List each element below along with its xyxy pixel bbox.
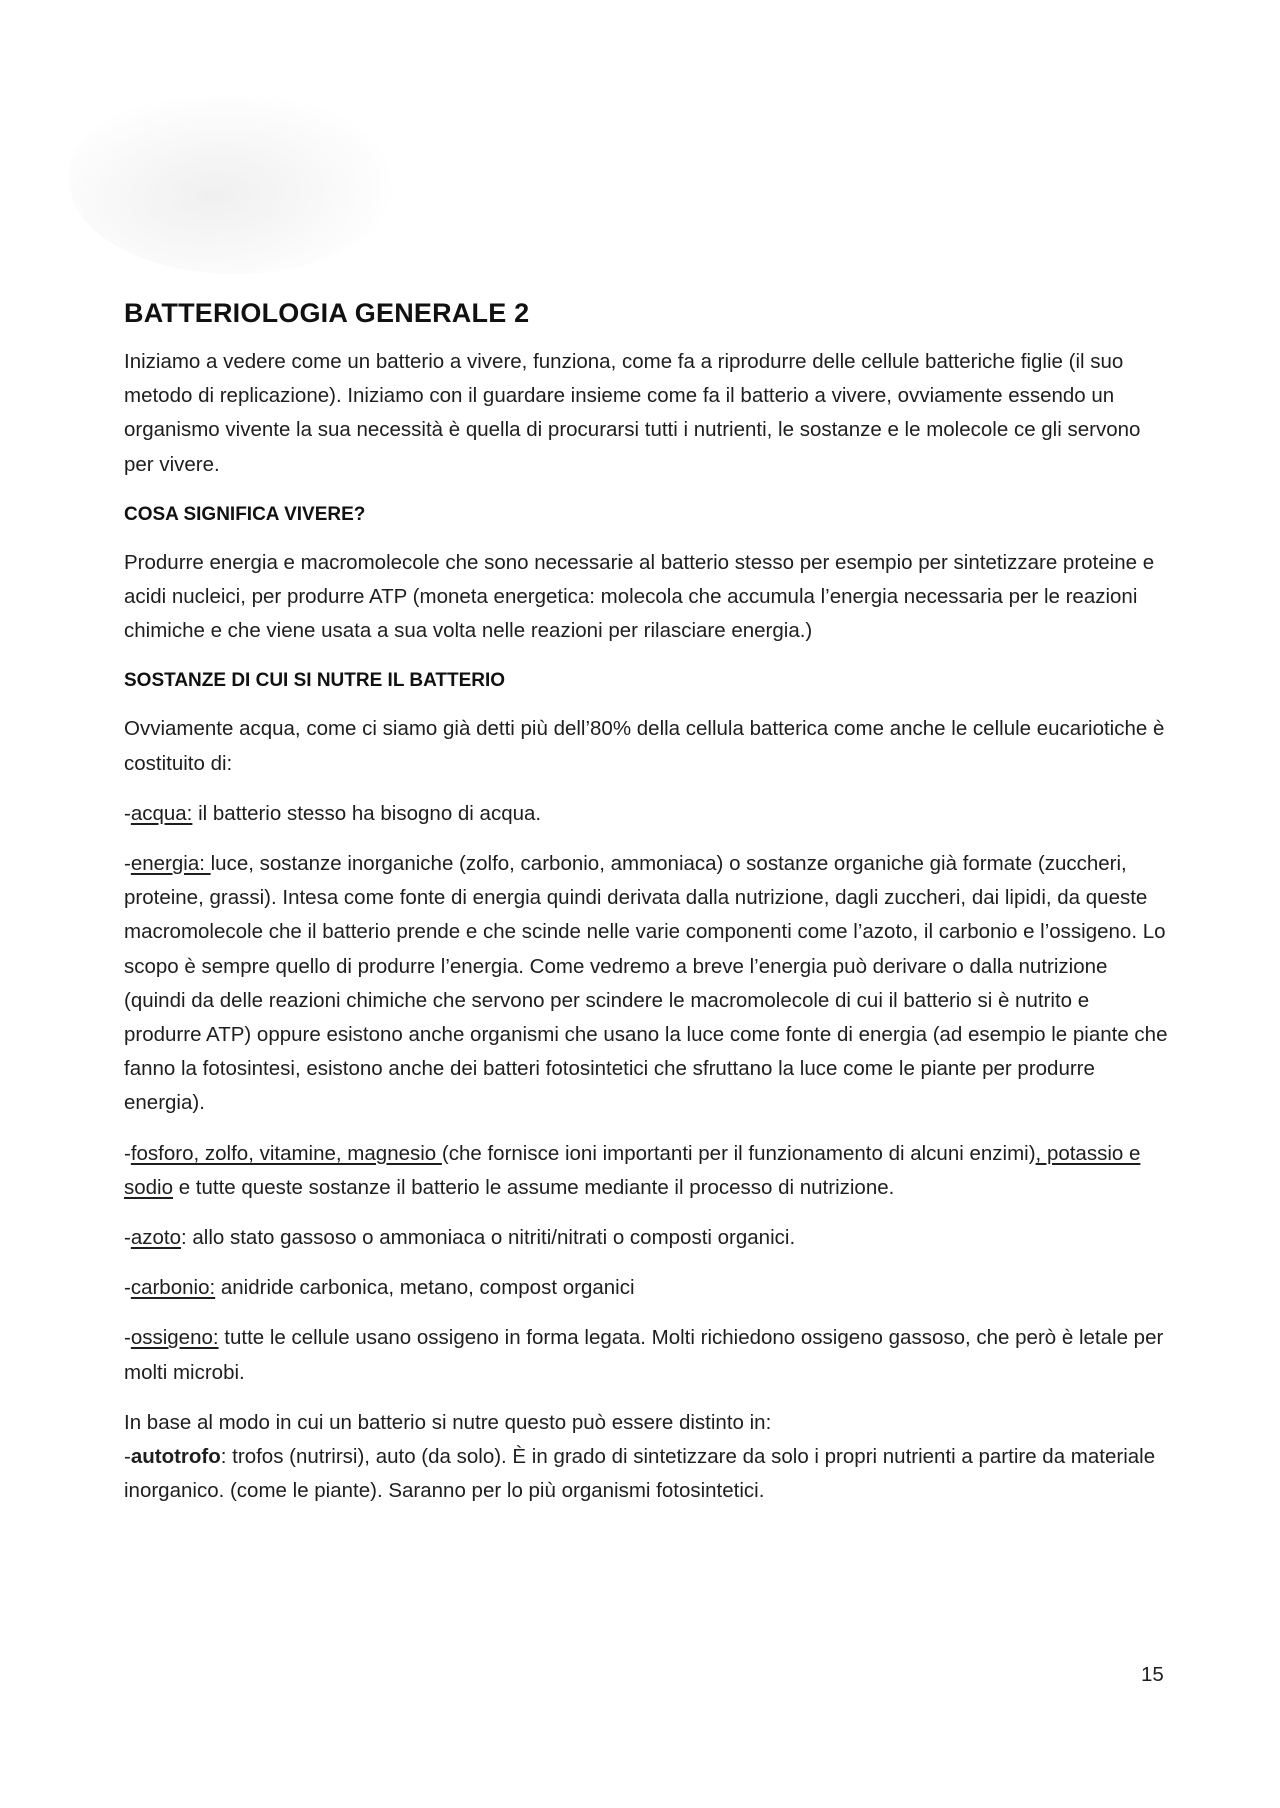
modo-paragraph: In base al modo in cui un batterio si nutre questo può essere distinto in: <box>124 1410 772 1434</box>
item-dash: - <box>124 1226 131 1250</box>
item-dash: - <box>124 1276 131 1300</box>
section-heading-sostanze: SOSTANZE DI CUI SI NUTRE IL BATTERIO <box>124 670 506 692</box>
vivere-paragraph: Produrre energia e macromolecole che sono necessarie al batterio stesso per esempio per sintetizzare proteine e acidi nucleici, per produrre ATP (moneta energetica: molecola che accumula l’energia necessaria per le reazioni chimiche e che viene usata a sua volta nelle reazioni per rilasciare energia.) <box>124 550 1155 643</box>
term-ossigeno: ossigeno: <box>130 1326 219 1350</box>
term-fosforo: fosforo, zolfo, vitamine, magnesio <box>130 1141 442 1165</box>
term-potassio-sodio: , potassio e sodio <box>124 1141 1141 1199</box>
item-acqua <box>124 797 1170 831</box>
text-azoto: : allo stato gassoso o ammoniaca o nitriti/nitrati o composti organici. <box>180 1226 796 1250</box>
text-autotrofo: : trofos (nutrirsi), auto (da solo). È in grado di sintetizzare da solo i propri nutrienti a partire da materiale inorganico. (come le piante). Saranno per lo più organismi fotosintetici. <box>124 1445 1156 1503</box>
item-dash: - <box>124 1326 131 1350</box>
item-dash: - <box>124 852 131 876</box>
document-title: BATTERIOLOGIA GENERALE 2 <box>124 298 530 328</box>
text-fosforo-1: (che fornisce ioni importanti per il funzionamento di alcuni enzimi) <box>441 1141 1036 1165</box>
item-carbonio <box>124 1271 1170 1305</box>
scan-smudge <box>64 84 396 286</box>
item-energia <box>124 847 1170 1121</box>
text-carbonio: anidride carbonica, metano, compost organici <box>215 1276 635 1300</box>
term-autotrofo: autotrofo <box>130 1445 221 1469</box>
text-energia: luce, sostanze inorganiche (zolfo, carbonio, ammoniaca) o sostanze organiche già formate (zuccheri, proteine, grassi). Intesa come fonte di energia quindi derivata dalla nutrizione, dagli zuccheri, dai lipidi, da queste macromolecole che il batterio prende e che scinde nelle varie componenti come l’azoto, il carbonio e l’ossigeno. Lo scopo è sempre quello di produrre l’energia. Come vedremo a breve l’energia può derivare o dalla nutrizione (quindi da delle reazioni chimiche che servono per scindere le macromolecole di cui il batterio si è nutrito e produrre ATP) oppure esistono anche organismi che usano la luce come fonte di energia (ad esempio le piante che fanno la fotosintesi, esistono anche dei batteri fotosintetici che sfruttano la luce come le piante per produrre energia). <box>124 852 1168 1115</box>
item-dash: - <box>124 801 131 825</box>
item-dash: - <box>124 1141 131 1165</box>
term-azoto: azoto <box>130 1226 181 1250</box>
item-autotrofo <box>124 1440 1170 1508</box>
item-azoto <box>124 1221 1170 1255</box>
intro-paragraph: Iniziamo a vedere come un batterio a vivere, funziona, come fa a riprodurre delle cellule batteriche figlie (il suo metodo di replicazione). Iniziamo con il guardare insieme come fa il batterio a vivere, ovviamente essendo un organismo vivente la sua necessità è quella di procurarsi tutti i nutrienti, le sostanze e le molecole ce gli servono per vivere. <box>124 350 1141 476</box>
item-dash: - <box>124 1445 131 1469</box>
text-ossigeno: tutte le cellule usano ossigeno in forma legata. Molti richiedono ossigeno gassoso, che però è letale per molti microbi. <box>124 1326 1164 1384</box>
text-fosforo-2: e tutte queste sostanze il batterio le assume mediante il processo di nutrizione. <box>173 1175 895 1199</box>
text-acqua: il batterio stesso ha bisogno di acqua. <box>192 801 542 825</box>
sostanze-intro-paragraph: Ovviamente acqua, come ci siamo già detti più dell’80% della cellula batterica come anche le cellule eucariotiche è costituito di: <box>124 717 1165 775</box>
item-fosforo <box>124 1137 1170 1205</box>
page-number: 15 <box>1141 1663 1164 1686</box>
term-carbonio: carbonio: <box>130 1276 216 1300</box>
section-heading-vivere: COSA SIGNIFICA VIVERE? <box>124 503 366 525</box>
document-page <box>124 298 1170 1524</box>
item-ossigeno <box>124 1321 1170 1389</box>
term-acqua: acqua: <box>130 801 193 825</box>
term-energia: energia: <box>130 852 211 876</box>
